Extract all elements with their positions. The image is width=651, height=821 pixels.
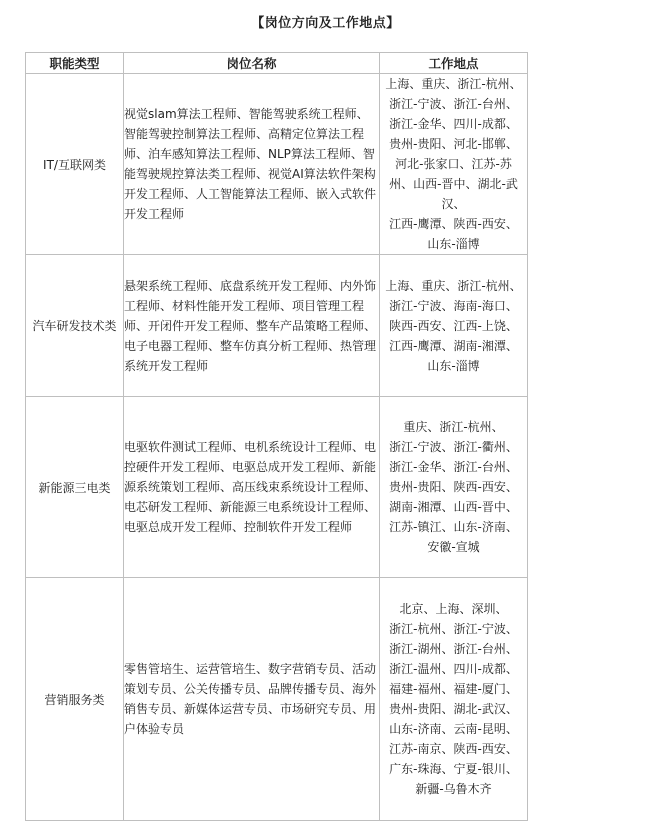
location-line: 浙江-宁波、浙江-衢州、	[389, 440, 518, 454]
document-title: 【岗位方向及工作地点】	[251, 16, 400, 31]
positions-cell: 悬架系统工程师、底盘系统开发工程师、内外饰工程师、材料性能开发工程师、项目管理工程师、开闭件开发工程师、整车产品策略工程师、电子电器工程师、整车仿真分析工程师、热管理系统开发工程师	[124, 255, 380, 397]
location-line: 浙江-金华、浙江-台州、	[389, 460, 518, 474]
location-line: 汉、	[441, 197, 466, 211]
table-row	[26, 255, 528, 397]
location-line: 福建-福州、福建-厦门、	[389, 682, 518, 696]
location-line: 山东-淄博	[427, 237, 480, 251]
location-line: 浙江-宁波、浙江-台州、	[389, 97, 518, 111]
location-line: 新疆-乌鲁木齐	[415, 782, 492, 796]
positions-cell: 电驱软件测试工程师、电机系统设计工程师、电控硬件开发工程师、电驱总成开发工程师、新能源系统策划工程师、高压线束系统设计工程师、电芯研发工程师、新能源三电系统设计工程师、电驱总成开发工程师、控制软件开发工程师	[124, 397, 380, 578]
location-line: 山东-淄博	[427, 358, 480, 373]
positions-cell: 零售管培生、运营管培生、数字营销专员、活动策划专员、公关传播专员、品牌传播专员、海外销售专员、新媒体运营专员、市场研究专员、用户体验专员	[124, 578, 380, 821]
location-line: 浙江-杭州、浙江-宁波、	[389, 622, 518, 636]
positions-table	[25, 52, 528, 821]
table-row	[26, 397, 528, 578]
table-header-row	[26, 53, 528, 74]
location-line: 江西-鹰潭、湖南-湘潭、	[389, 338, 518, 353]
category-cell: IT/互联网类	[26, 74, 124, 255]
location-line: 江苏-南京、陕西-西安、	[389, 742, 518, 756]
locations-cell	[380, 255, 528, 397]
location-line: 安徽-宣城	[427, 540, 480, 554]
table-row	[26, 74, 528, 255]
header-locations: 工作地点	[380, 53, 528, 74]
location-line: 河北-张家口、江苏-苏	[395, 157, 512, 171]
location-line: 上海、重庆、浙江-杭州、	[385, 77, 522, 91]
location-line: 浙江-湖州、浙江-台州、	[389, 642, 518, 656]
location-line: 重庆、浙江-杭州、	[403, 420, 504, 434]
location-line: 浙江-温州、四川-成都、	[389, 662, 518, 676]
category-cell: 汽车研发技术类	[26, 255, 124, 397]
table-row	[26, 578, 528, 821]
locations-cell	[380, 578, 528, 821]
location-line: 山东-济南、云南-昆明、	[389, 722, 518, 736]
locations-cell	[380, 397, 528, 578]
category-cell: 营销服务类	[26, 578, 124, 821]
location-line: 贵州-贵阳、陕西-西安、	[389, 480, 518, 494]
location-line: 州、山西-晋中、湖北-武	[389, 177, 518, 191]
location-line: 浙江-宁波、海南-海口、	[389, 298, 518, 313]
locations-cell	[380, 74, 528, 255]
location-line: 江西-鹰潭、陕西-西安、	[389, 217, 518, 231]
positions-cell: 视觉slam算法工程师、智能驾驶系统工程师、智能驾驶控制算法工程师、高精定位算法工程师、泊车感知算法工程师、NLP算法工程师、智能驾驶规控算法类工程师、视觉AI算法软件架构开发工程师、人工智能算法工程师、嵌入式软件开发工程师	[124, 74, 380, 255]
header-category: 职能类型	[26, 53, 124, 74]
location-line: 贵州-贵阳、河北-邯郸、	[389, 137, 518, 151]
location-line: 上海、重庆、浙江-杭州、	[385, 278, 522, 293]
category-cell: 新能源三电类	[26, 397, 124, 578]
location-line: 湖南-湘潭、山西-晋中、	[389, 500, 518, 514]
location-line: 陕西-西安、江西-上饶、	[389, 318, 518, 333]
location-line: 北京、上海、深圳、	[399, 602, 508, 616]
location-line: 贵州-贵阳、湖北-武汉、	[389, 702, 518, 716]
header-positions: 岗位名称	[124, 53, 380, 74]
location-line: 广东-珠海、宁夏-银川、	[389, 762, 518, 776]
location-line: 浙江-金华、四川-成都、	[389, 117, 518, 131]
location-line: 江苏-镇江、山东-济南、	[389, 520, 518, 534]
